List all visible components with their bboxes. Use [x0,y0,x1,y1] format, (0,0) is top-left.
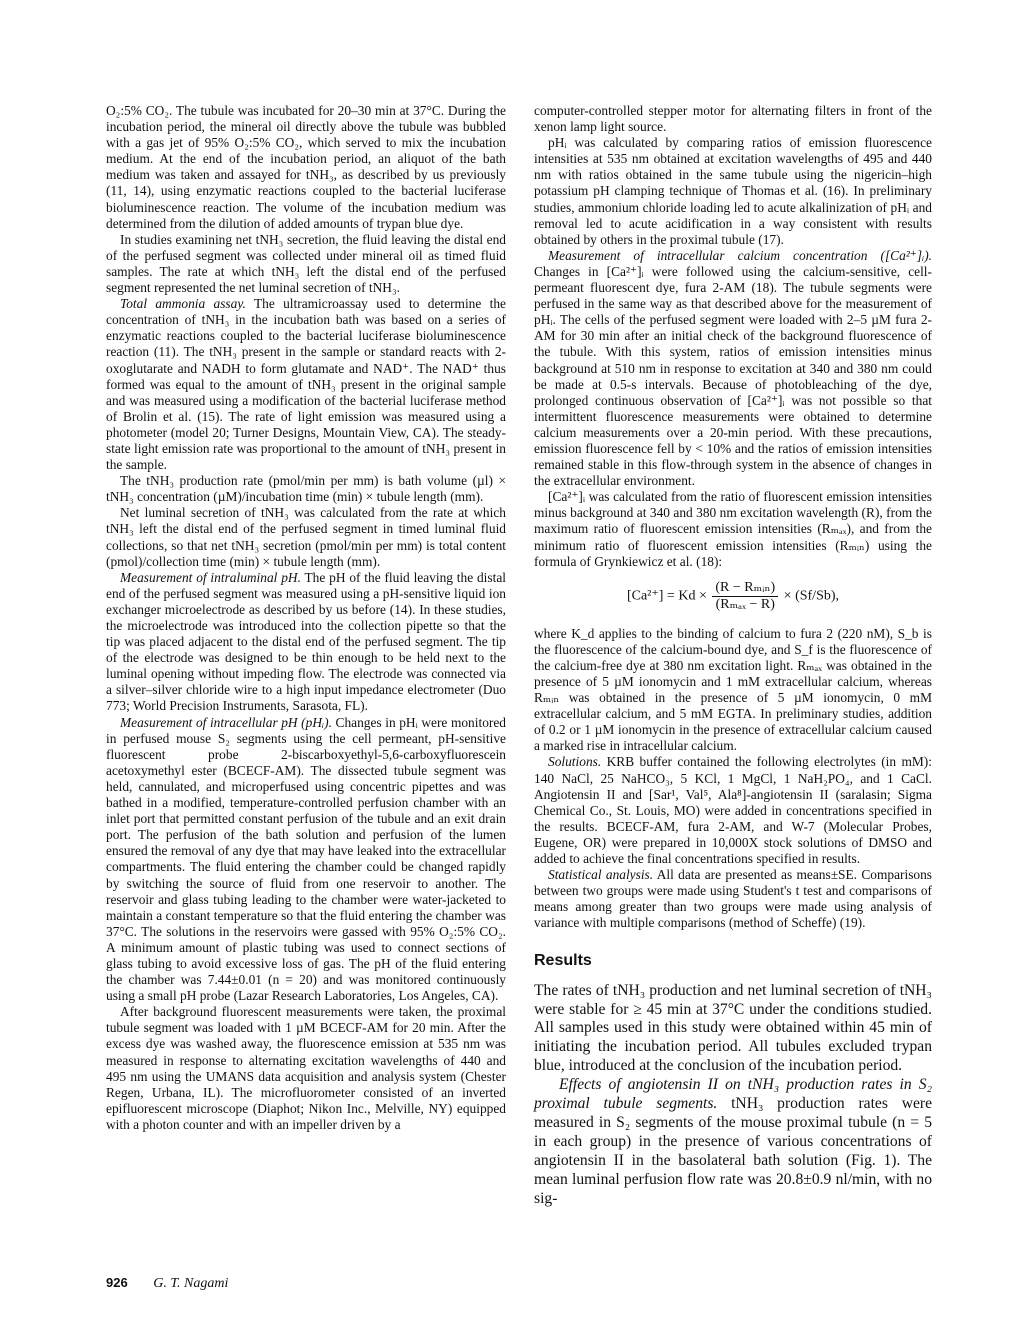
paragraph: pHᵢ was calculated by comparing ratios of emission fluorescence intensities at 535 nm obtained at excitation wavelengths of 495 and 440 nm with ratios obtained in the same tubule using the nigericin–high potassium pH clamping technique of Thomas et al. (16). In preliminary studies, ammonium chloride loading led to acute alkalinization of pHᵢ and removal led to acute acidification in a way consistent with results obtained by others in the proximal tubule (17). [534,135,932,247]
paragraph-body: Changes in pHᵢ were monitored in perfused mouse S₂ segments using the cell permeant, pH-sensitive fluorescent probe 2-biscarboxyethyl-5,6-carboxyfluorescein acetoxymethyl ester (BCECF-AM). The dissected tubule segment was held, cannulated, and microperfused using concentric pipettes and was bathed in a modified, temperature-controlled perfusion chamber with an inlet port that permitted constant perfusion of the tubule and an exit drain port. The perfusion of the bath solution and perfusion of the lumen ensured the removal of any dye that may have leaked into the extracellular compartments. The fluid entering the chamber could be changed rapidly by switching the source of fluid from one reservoir to another. The reservoir and glass tubing leading to the chamber were water-jacketed to maintain a constant temperature so that the fluid entering the chamber was 37°C. The solutions in the reservoirs were gassed with 95% O₂:5% CO₂. A minimum amount of plastic tubing was used to connect sections of glass tubing to avoid excessive loss of gas. The pH of the fluid entering the chamber was 7.44±0.01 (n = 20) and was monitored continuously using a small pH probe (Lazar Research Laboratories, Los Angeles, CA). [106,714,506,1004]
paragraph [534,867,932,931]
running-author: G. T. Nagami [153,1276,229,1291]
paragraph: The tNH₃ production rate (pmol/min per mm) is bath volume (µl) × tNH₃ concentration (µM)/incubation time (min) × tubule length (mm). [106,473,506,505]
equation-numerator: (R − Rₘᵢₙ) [712,580,778,597]
paragraph-body: The pH of the fluid leaving the distal end of the perfused segment was measured using a pH-sensitive liquid ion exchanger microelectrode as described by us before (14). In these studies, the microelectrode was introduced into the collection pipette so that the tip was placed adjacent to the distal end of the perfused segment. The tip of the electrode was designed to be thin enough to be held next to the luminal opening without impeding flow. The electrode was connected via a silver–silver chloride wire to a high input impedance electrometer (Duo 773; World Precision Instruments, Sarasota, FL). [106,569,506,714]
paragraph [534,1076,932,1208]
equation-lhs: [Ca²⁺] = Kd × [626,588,707,604]
equation-fraction [712,580,778,613]
paragraph: where K_d applies to the binding of calcium to fura 2 (220 nM), S_b is the fluorescence of the calcium-bound dye, and S_f is the fluorescence of the calcium-free dye at 380 nm excitation light. Rₘₐₓ was obtained in the presence of 5 µM ionomycin and 1 mM extracellular calcium, whereas Rₘᵢₙ was obtained in the presence of 5 µM ionomycin, 0 mM extracellular calcium, and 5 mM EGTA. In preliminary studies, addition of 0.2 or 1 µM ionomycin in the presence of extracellular calcium caused a marked rise in intracellular calcium. [534,625,932,754]
section-run-in-heading: Effects of angiotensin II on tNH₃ production rates in S₂ proximal tubule segments. [534,1076,932,1113]
paragraph [106,296,506,473]
paragraph: After background fluorescent measurements were taken, the proximal tubule segment was loaded with 1 µM BCECF-AM for 20 min. After the excess dye was washed away, the fluorescence emission at 535 nm was measured in response to alternating excitation wavelengths of 440 and 495 nm using the UMANS data acquisition and analysis system (Chester Regen, Urbana, IL). The microfluorometer consisted of an inverted epifluorescent microscope (Diaphot; Nikon Inc., Melville, NY) equipped with a photon counter and with an impeller driven by a [106,1004,506,1132]
results-section [534,982,932,1209]
paragraph-body: The ultramicroassay used to determine the concentration of tNH₃ in the incubation bath was based on a series of enzymatic reactions coupled to the bacterial luciferase bioluminescence reaction (11). The tNH₃ present in the sample or standard reacts with 2-oxoglutarate and NADH to form glutamate and NAD⁺. The NAD⁺ thus formed was equal to the amount of tNH₃ present in the original sample and was measured using a modification of the bacterial luciferase method of Brolin et al. (15). The rate of light emission was measured using a photometer (model 20; Turner Designs, Mountain View, CA). The steady-state light emission rate was proportional to the amount of tNH₃ present in the sample. [106,296,506,473]
paragraph: O₂:5% CO₂. The tubule was incubated for 20–30 min at 37°C. During the incubation period, the mineral oil directly above the tubule was bubbled with a gas jet of 95% O₂:5% CO₂, which served to mix the incubation medium. At the end of the incubation period, an aliquot of the bath medium was taken and assayed for tNH₃, as described by us previously (11, 14), using enzymatic reactions coupled to the bacterial luciferase bioluminescence reaction. The volume of the incubation medium was determined from the dilution of added amounts of trypan blue dye. [106,103,506,231]
equation-denominator: (Rₘₐₓ − R) [715,596,775,612]
paragraph: [Ca²⁺]ᵢ was calculated from the ratio of fluorescent emission intensities minus background at 340 and 380 nm excitation wavelength (R), from the maximum ratio of fluorescent emission intensities (Rₘₐₓ), and from the minimum ratio of fluorescent emission intensities (Rₘᵢₙ) using the formula of Grynkiewicz et al. (18): [534,489,932,569]
left-column [106,103,506,1133]
paragraph [106,570,506,715]
paragraph-body: KRB buffer contained the following electrolytes (in mM): 140 NaCl, 25 NaHCO₃, 5 KCl, 1 MgCl, 1 NaH₂PO₄, and 1 CaCl. Angiotensin II and [Sar¹, Val⁵, Ala⁸]-angiotensin II (saralasin; Sigma Chemical Co., St. Louis, MO) were added in concentrations specified in the results. BCECF-AM, fura 2-AM, and W-7 (Molecular Probes, Eugene, OR) were prepared in 10,000X stock solutions of DMSO and added to achieve the final concentrations specified in results. [534,754,932,867]
paragraph-body: Changes in [Ca²⁺]ᵢ were followed using the calcium-sensitive, cell-permeant fluorescent dye, fura 2-AM (18). The tubule segments were perfused in the same way as that described above for the measurement of pHᵢ. The cells of the perfused segment were loaded with 2–5 µM fura 2-AM for 30 min after an initial check of the background fluorescence of the tubule. With this system, ratios of emission intensities minus background at 510 nm in response to excitation at 340 and 380 nm could be made at 0.5-s intervals. Because of photobleaching of the dye, prolonged continuous observation of [Ca²⁺]ᵢ was not possible so that intermittent fluorescence measurements were obtained to determine calcium measurements over a 20-min period. With these precautions, emission fluorescence fell by < 10% and the ratios of emission intensities remained stable in this flow-through system in the absence of changes in the extracellular environment. [534,263,932,489]
calcium-equation [534,580,932,613]
section-run-in-heading: Measurement of intraluminal pH. [120,569,301,585]
paragraph-body: tNH₃ production rates were measured in S₂ segments of the mouse proximal tubule (n = 5 in each group) in the presence of various concentrations of angiotensin II in the basolateral bath solution (Fig. 1). The mean luminal perfusion flow rate was 20.8±0.9 nl/min, with no sig- [534,1095,932,1207]
section-run-in-heading: Measurement of intracellular pH (pHᵢ). [120,714,332,730]
paragraph: The rates of tNH₃ production and net luminal secretion of tNH₃ were stable for ≥ 45 min at 37°C under the conditions studied. All samples used in this study were obtained within 45 min of initiating the incubation period. All tubules excluded trypan blue, introduced at the conclusion of the incubation period. [534,981,932,1075]
paragraph-body: All data are presented as means±SE. Comparisons between two groups were made using Student's t test and comparisons of means among greater than two groups were made using analysis of variance with multiple comparisons (method of Scheffe) (19). [534,867,933,931]
paragraph: Net luminal secretion of tNH₃ was calculated from the rate at which tNH₃ left the distal end of the perfused segment in timed luminal fluid collections, so that net tNH₃ secretion (pmol/min per mm) is total content (pmol)/collection time (min) × tubule length (mm). [106,505,506,569]
section-run-in-heading: Solutions. [548,754,602,770]
results-heading: Results [534,951,592,969]
paragraph: computer-controlled stepper motor for alternating filters in front of the xenon lamp light source. [534,103,932,135]
section-run-in-heading: Measurement of intracellular calcium concentration ([Ca²⁺]ᵢ). [548,247,932,263]
paragraph: In studies examining net tNH₃ secretion, the fluid leaving the distal end of the perfused segment was collected under mineral oil as timed fluid samples. The rate at which tNH₃ left the distal end of the perfused segment represented the net luminal secretion of tNH₃. [106,231,506,296]
equation-rhs: × (Sf/Sb), [783,588,840,604]
section-run-in-heading: Statistical analysis. [548,867,654,883]
paragraph [106,715,506,1005]
section-run-in-heading: Total ammonia assay. [120,296,246,312]
page-footer [106,1275,228,1292]
paragraph [534,248,932,489]
right-column [534,103,932,1208]
page-number: 926 [106,1275,128,1290]
paragraph [534,754,932,867]
